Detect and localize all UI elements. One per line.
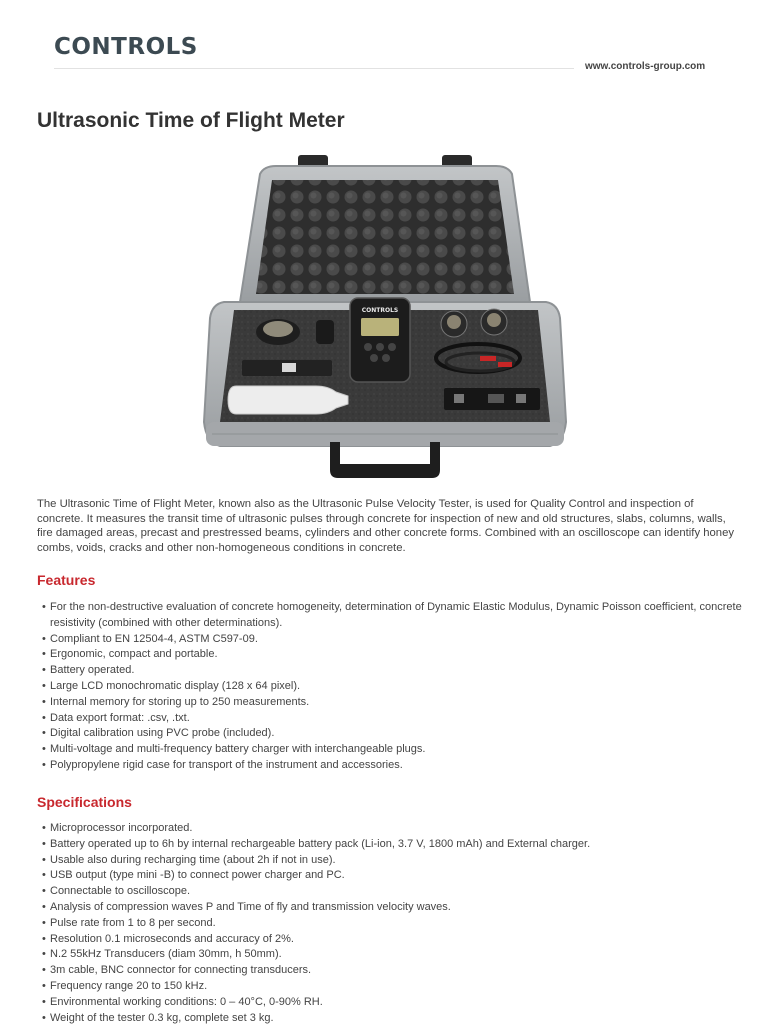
spec-item: • Microprocessor incorporated. (42, 821, 742, 837)
keypad-button (382, 354, 390, 362)
keypad-button (388, 343, 396, 351)
feature-item: • Ergonomic, compact and portable. (42, 647, 742, 663)
bnc-connector-icon (316, 320, 334, 344)
spec-item: • USB output (type mini -B) to connect power charger and PC. (42, 868, 742, 884)
company-logo: CONTROLS (54, 34, 198, 60)
spec-item: • Environmental working conditions: 0 – 40°C, 0-90% RH. (42, 995, 742, 1011)
keypad-button (376, 343, 384, 351)
spec-item: • Pulse rate from 1 to 8 per second. (42, 916, 742, 932)
feature-item: • Compliant to EN 12504-4, ASTM C597-09. (42, 632, 742, 648)
features-heading: Features (37, 572, 96, 588)
keypad-button (370, 354, 378, 362)
specifications-list (42, 821, 742, 1026)
feature-item: • Battery operated. (42, 663, 742, 679)
features-list (42, 600, 742, 774)
calibration-probe-icon (228, 386, 348, 414)
spec-item: • Battery operated up to 6h by internal rechargeable battery pack (Li-ion, 3.7 V, 1800 mAh) and External charger. (42, 837, 742, 853)
feature-item: • Data export format: .csv, .txt. (42, 711, 742, 727)
spec-item: • N.2 55kHz Transducers (diam 30mm, h 50mm). (42, 947, 742, 963)
feature-item: • Large LCD monochromatic display (128 x 64 pixel). (42, 679, 742, 695)
feature-item: • For the non-destructive evaluation of concrete homogeneity, determination of Dynamic Elastic Modulus, Dynamic Poisson coefficient, concrete resistivity (combined with other determinations). (42, 600, 742, 632)
device-brand: CONTROLS (361, 307, 399, 314)
page-title: Ultrasonic Time of Flight Meter (37, 109, 345, 132)
specifications-heading: Specifications (37, 794, 132, 810)
spec-item: • Connectable to oscilloscope. (42, 884, 742, 900)
spec-item: • Frequency range 20 to 150 kHz. (42, 979, 742, 995)
spec-item: • Resolution 0.1 microseconds and accuracy of 2%. (42, 932, 742, 948)
keypad-button (364, 343, 372, 351)
case-handle (330, 442, 440, 478)
spec-item: • Usable also during recharging time (about 2h if not in use). (42, 853, 742, 869)
feature-item: • Internal memory for storing up to 250 measurements. (42, 695, 742, 711)
website-url[interactable]: www.controls-group.com (585, 61, 706, 72)
intro-paragraph: The Ultrasonic Time of Flight Meter, known also as the Ultrasonic Pulse Velocity Tester, is used for Quality Control and inspection of concrete. It measures the transit time of ultrasonic pulses through concrete for inspection of new and old structures, slabs, columns, walls, fire damaged areas, precast and prestressed beams, cylinders and other concrete forms. Combined with an oscilloscope can identify honey combs, voids, cracks and other non-homogeneous conditions in concrete. (37, 498, 735, 554)
clip-red-icon (480, 356, 496, 361)
header-divider (54, 68, 574, 69)
spec-item: • 3m cable, BNC connector for connecting transducers. (42, 963, 742, 979)
feature-item: • Polypropylene rigid case for transport of the instrument and accessories. (42, 758, 742, 774)
product-photo (198, 152, 572, 482)
feature-item: • Multi-voltage and multi-frequency battery charger with interchangeable plugs. (42, 742, 742, 758)
lid-foam (256, 180, 514, 294)
lcd-display (361, 318, 399, 336)
spec-item: • Analysis of compression waves P and Time of fly and transmission velocity waves. (42, 900, 742, 916)
feature-item: • Digital calibration using PVC probe (included). (42, 726, 742, 742)
spec-item: • Weight of the tester 0.3 kg, complete set 3 kg. (42, 1011, 742, 1026)
